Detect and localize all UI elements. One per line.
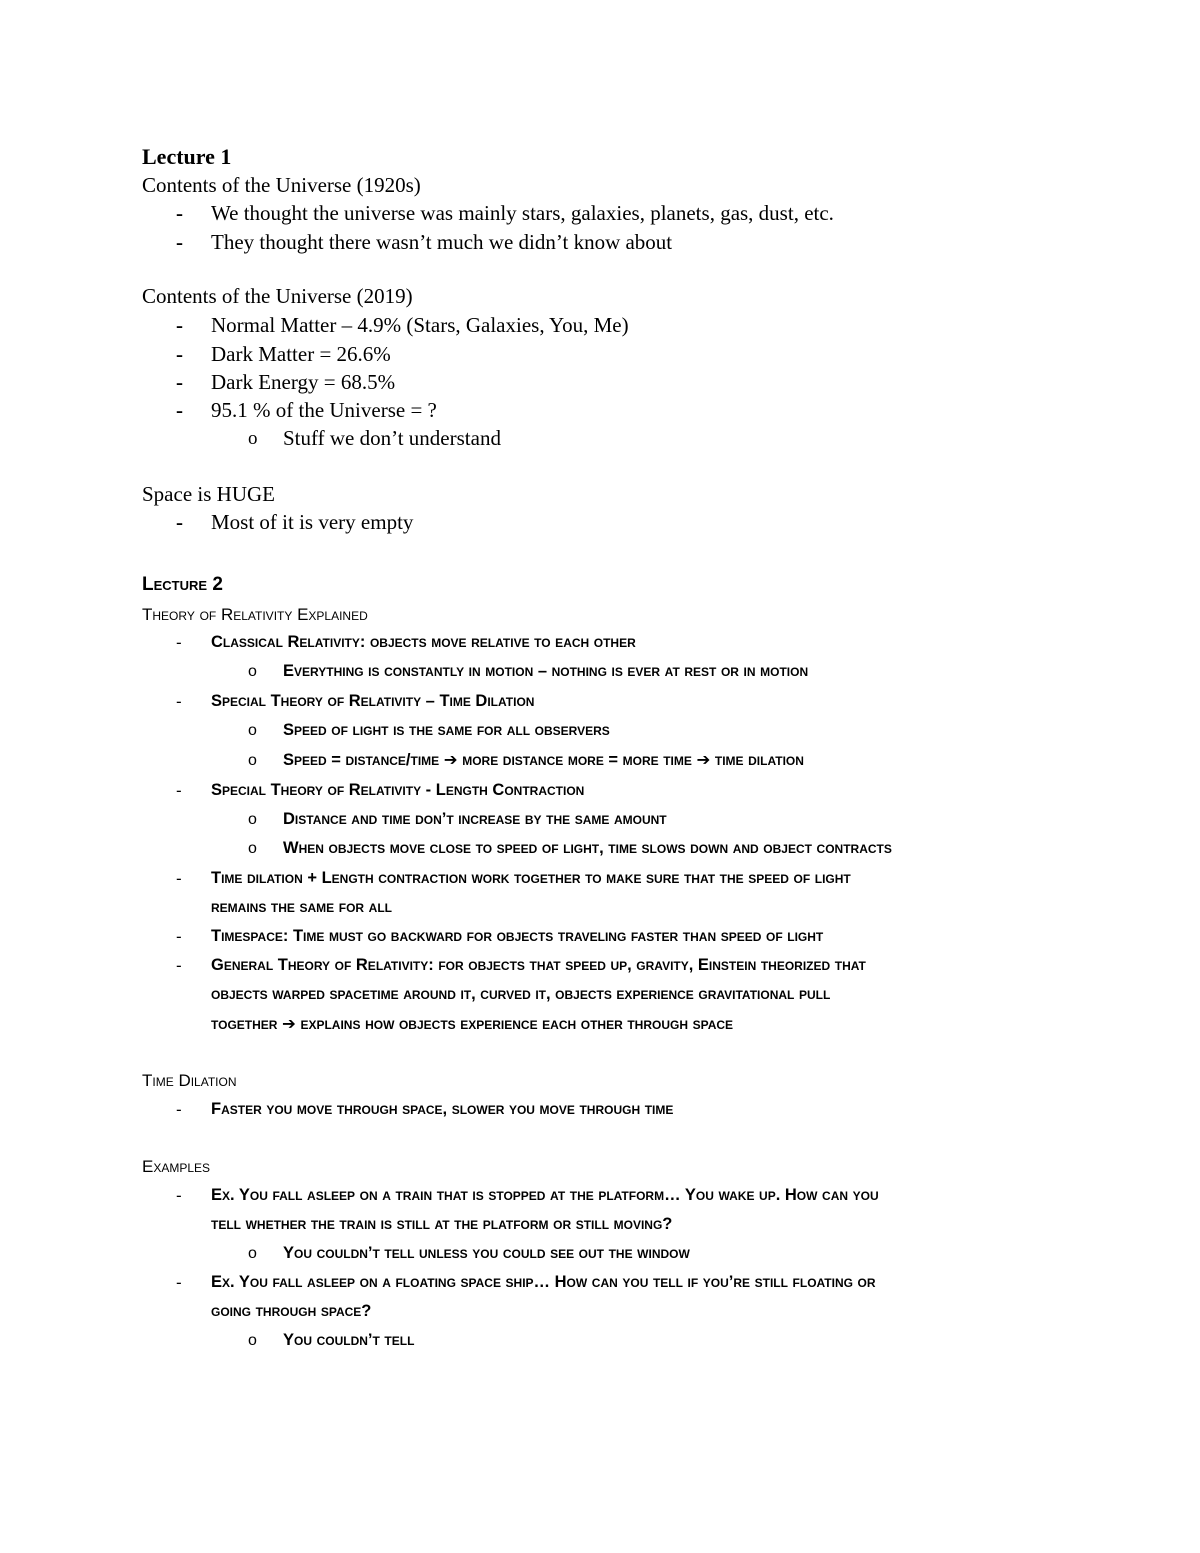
bullet-dash: - xyxy=(176,510,183,534)
bullet-circle: o xyxy=(248,722,257,739)
list-item: Faster you move through space, slower you move through time xyxy=(211,1100,674,1118)
list-item: Dark Matter = 26.6% xyxy=(211,342,391,366)
bullet-dash: - xyxy=(176,230,183,254)
bullet-dash: - xyxy=(176,313,183,337)
bullet-dash: - xyxy=(176,927,182,946)
list-item: Most of it is very empty xyxy=(211,510,414,534)
bullet-circle: o xyxy=(248,663,257,680)
bullet-dash: - xyxy=(176,956,182,975)
section-heading-time-dilation: Time Dilation xyxy=(142,1071,237,1090)
list-item-continuation: going through space? xyxy=(211,1302,372,1320)
sub-list-item: You couldn’t tell xyxy=(283,1331,415,1349)
bullet-dash: - xyxy=(176,342,183,366)
section-heading-relativity: Theory of Relativity Explained xyxy=(142,605,368,624)
arrow-right-icon: ➔ xyxy=(696,751,711,769)
bullet-dash: - xyxy=(176,1100,182,1119)
list-item: Special Theory of Relativity – Time Dilation xyxy=(211,692,535,710)
bullet-dash: - xyxy=(176,1273,182,1292)
section-heading-2019: Contents of the Universe (2019) xyxy=(142,284,413,308)
bullet-dash: - xyxy=(176,781,182,800)
list-item: They thought there wasn’t much we didn’t know about xyxy=(211,230,673,254)
sub-list-item: Speed = distance/time ➔ more distance more = more time ➔ time dilation xyxy=(283,751,804,769)
list-item: Ex. You fall asleep on a floating space ship… How can you tell if you’re still floating or xyxy=(211,1273,876,1291)
list-item: We thought the universe was mainly stars, galaxies, planets, gas, dust, etc. xyxy=(211,201,834,225)
list-item: Timespace: Time must go backward for objects traveling faster than speed of light xyxy=(211,927,824,945)
bullet-circle: o xyxy=(248,428,258,449)
bullet-circle: o xyxy=(248,811,257,828)
bullet-circle: o xyxy=(248,1332,257,1349)
section-heading-examples: Examples xyxy=(142,1157,211,1176)
list-item-continuation: together ➔ explains how objects experience each other through space xyxy=(211,1015,734,1033)
list-item: 95.1 % of the Universe = ? xyxy=(211,398,437,422)
list-item: Time dilation + Length contraction work together to make sure that the speed of light xyxy=(211,869,851,887)
arrow-right-icon: ➔ xyxy=(282,1015,296,1033)
section-heading-space: Space is HUGE xyxy=(142,482,275,506)
arrow-right-icon: ➔ xyxy=(443,751,458,769)
list-item-continuation: remains the same for all xyxy=(211,898,392,916)
sub-list-item: Everything is constantly in motion – nothing is ever at rest or in motion xyxy=(283,662,809,680)
bullet-dash: - xyxy=(176,370,183,394)
sub-list-item: Stuff we don’t understand xyxy=(283,426,501,450)
bullet-dash: - xyxy=(176,398,183,422)
list-item: General Theory of Relativity: for objects that speed up, gravity, Einstein theorized that xyxy=(211,956,866,974)
sub-list-item: Distance and time don’t increase by the same amount xyxy=(283,810,667,828)
lecture-1-title: Lecture 1 xyxy=(142,144,232,169)
sub-list-item: Speed of light is the same for all observers xyxy=(283,721,610,739)
list-item-continuation: tell whether the train is still at the platform or still moving? xyxy=(211,1215,673,1233)
sub-list-item: You couldn’t tell unless you could see out the window xyxy=(283,1244,690,1262)
sub-list-item: When objects move close to speed of light, time slows down and object contracts xyxy=(283,839,892,857)
bullet-circle: o xyxy=(248,752,257,769)
bullet-circle: o xyxy=(248,840,257,857)
lecture-2-title: Lecture 2 xyxy=(142,574,223,595)
bullet-dash: - xyxy=(176,692,182,711)
bullet-dash: - xyxy=(176,201,183,225)
bullet-circle: o xyxy=(248,1245,257,1262)
list-item: Normal Matter – 4.9% (Stars, Galaxies, You, Me) xyxy=(211,313,629,337)
list-item: Ex. You fall asleep on a train that is stopped at the platform… You wake up. How can you xyxy=(211,1186,879,1204)
list-item: Dark Energy = 68.5% xyxy=(211,370,396,394)
list-item: Classical Relativity: objects move relative to each other xyxy=(211,633,636,651)
section-heading-1920s: Contents of the Universe (1920s) xyxy=(142,173,421,197)
list-item-continuation: objects warped spacetime around it, curved it, objects experience gravitational pull xyxy=(211,985,831,1003)
bullet-dash: - xyxy=(176,1186,182,1205)
bullet-dash: - xyxy=(176,633,182,652)
bullet-dash: - xyxy=(176,869,182,888)
list-item: Special Theory of Relativity - Length Contraction xyxy=(211,781,585,799)
